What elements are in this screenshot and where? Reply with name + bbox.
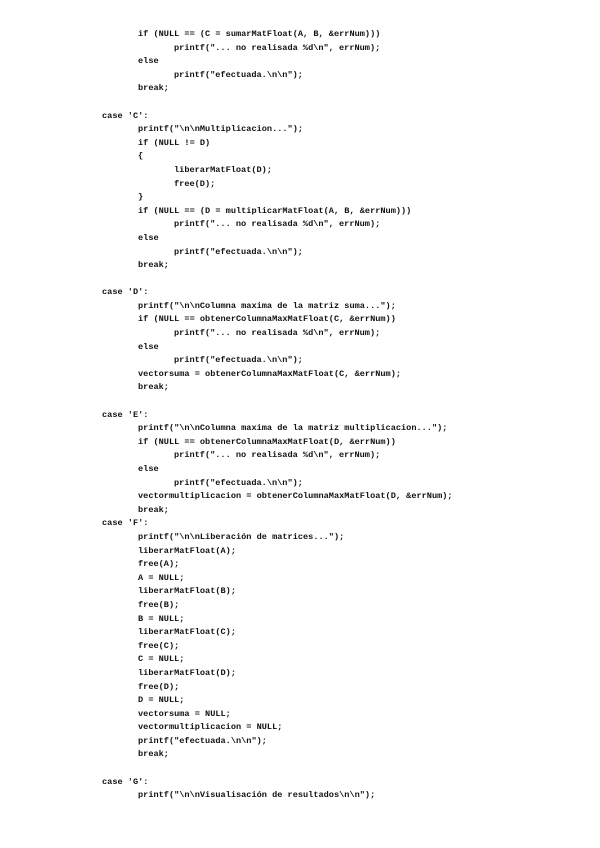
code-line: B = NULL;	[138, 613, 185, 624]
code-line: C = NULL;	[138, 654, 185, 665]
code-line: if (NULL == obtenerColumnaMaxMatFloat(C, &errNum))	[138, 314, 396, 325]
code-line: break;	[138, 504, 169, 515]
code-line: free(B);	[138, 599, 180, 610]
code-line: printf("efectuada.\n\n");	[138, 735, 267, 746]
code-line: vectorsuma = NULL;	[138, 708, 231, 719]
code-line: {	[138, 151, 144, 162]
code-line: else	[138, 341, 159, 352]
code-listing	[0, 28, 600, 803]
case-label: case 'G':	[102, 776, 149, 787]
code-line: vectormultiplicacion = obtenerColumnaMaxMatFloat(D, &errNum);	[138, 491, 453, 502]
case-label: case 'D':	[102, 287, 149, 298]
code-line: free(D);	[174, 178, 216, 189]
code-line: printf("\n\nMultiplicacion...");	[138, 124, 304, 135]
code-line: if (NULL == (C = sumarMatFloat(A, B, &errNum)))	[138, 29, 381, 39]
code-line: printf("efectuada.\n\n");	[174, 477, 303, 488]
code-line: liberarMatFloat(A);	[138, 545, 236, 556]
code-line: else	[138, 464, 159, 474]
code-line: printf("efectuada.\n\n");	[174, 246, 303, 257]
code-line: vectorsuma = obtenerColumnaMaxMatFloat(C, &errNum);	[138, 368, 402, 379]
code-line: printf("... no realisada %d\n", errNum);	[174, 219, 381, 230]
code-line: D = NULL;	[138, 695, 185, 706]
code-line: }	[138, 192, 144, 203]
case-label: case 'C':	[102, 110, 149, 121]
code-line: free(C);	[138, 640, 180, 651]
code-line: liberarMatFloat(B);	[138, 586, 236, 597]
code-line: vectormultiplicacion = NULL;	[138, 722, 283, 733]
case-label: case 'E':	[102, 409, 149, 420]
code-line: break;	[138, 749, 169, 760]
code-line: printf("... no realisada %d\n", errNum);	[174, 328, 381, 339]
code-line: break;	[138, 382, 169, 393]
code-line: A = NULL;	[138, 572, 185, 583]
code-line: if (NULL == obtenerColumnaMaxMatFloat(D, &errNum))	[138, 436, 396, 447]
code-line: liberarMatFloat(D);	[174, 164, 272, 175]
code-line: printf("\n\nVisualisación de resultados\n\n");	[138, 790, 376, 801]
blank-line	[0, 96, 600, 110]
code-line: if (NULL == (D = multiplicarMatFloat(A, B, &errNum)))	[138, 205, 412, 216]
code-line: free(D);	[138, 681, 180, 692]
code-line: printf("efectuada.\n\n");	[174, 69, 303, 80]
code-line: break;	[138, 83, 169, 94]
code-line: liberarMatFloat(C);	[138, 627, 236, 638]
code-line: printf("... no realisada %d\n", errNum);	[174, 42, 381, 53]
code-line: if (NULL != D)	[138, 137, 211, 148]
code-line: else	[138, 56, 159, 67]
code-line: else	[138, 232, 159, 243]
code-line: printf("... no realisada %d\n", errNum);	[174, 450, 381, 461]
code-line: printf("\n\nLiberación de matrices...");	[138, 531, 345, 542]
case-label: case 'F':	[102, 518, 149, 529]
code-line: liberarMatFloat(D);	[138, 667, 236, 678]
code-line: free(A);	[138, 559, 180, 570]
code-line: printf("\n\nColumna maxima de la matriz multiplicacion...");	[138, 423, 448, 434]
blank-line	[0, 762, 600, 776]
code-line: printf("\n\nColumna maxima de la matriz suma...");	[138, 300, 396, 311]
code-line: printf("efectuada.\n\n");	[174, 355, 303, 366]
blank-line	[0, 273, 600, 287]
code-line: break;	[138, 260, 169, 271]
blank-line	[0, 395, 600, 409]
